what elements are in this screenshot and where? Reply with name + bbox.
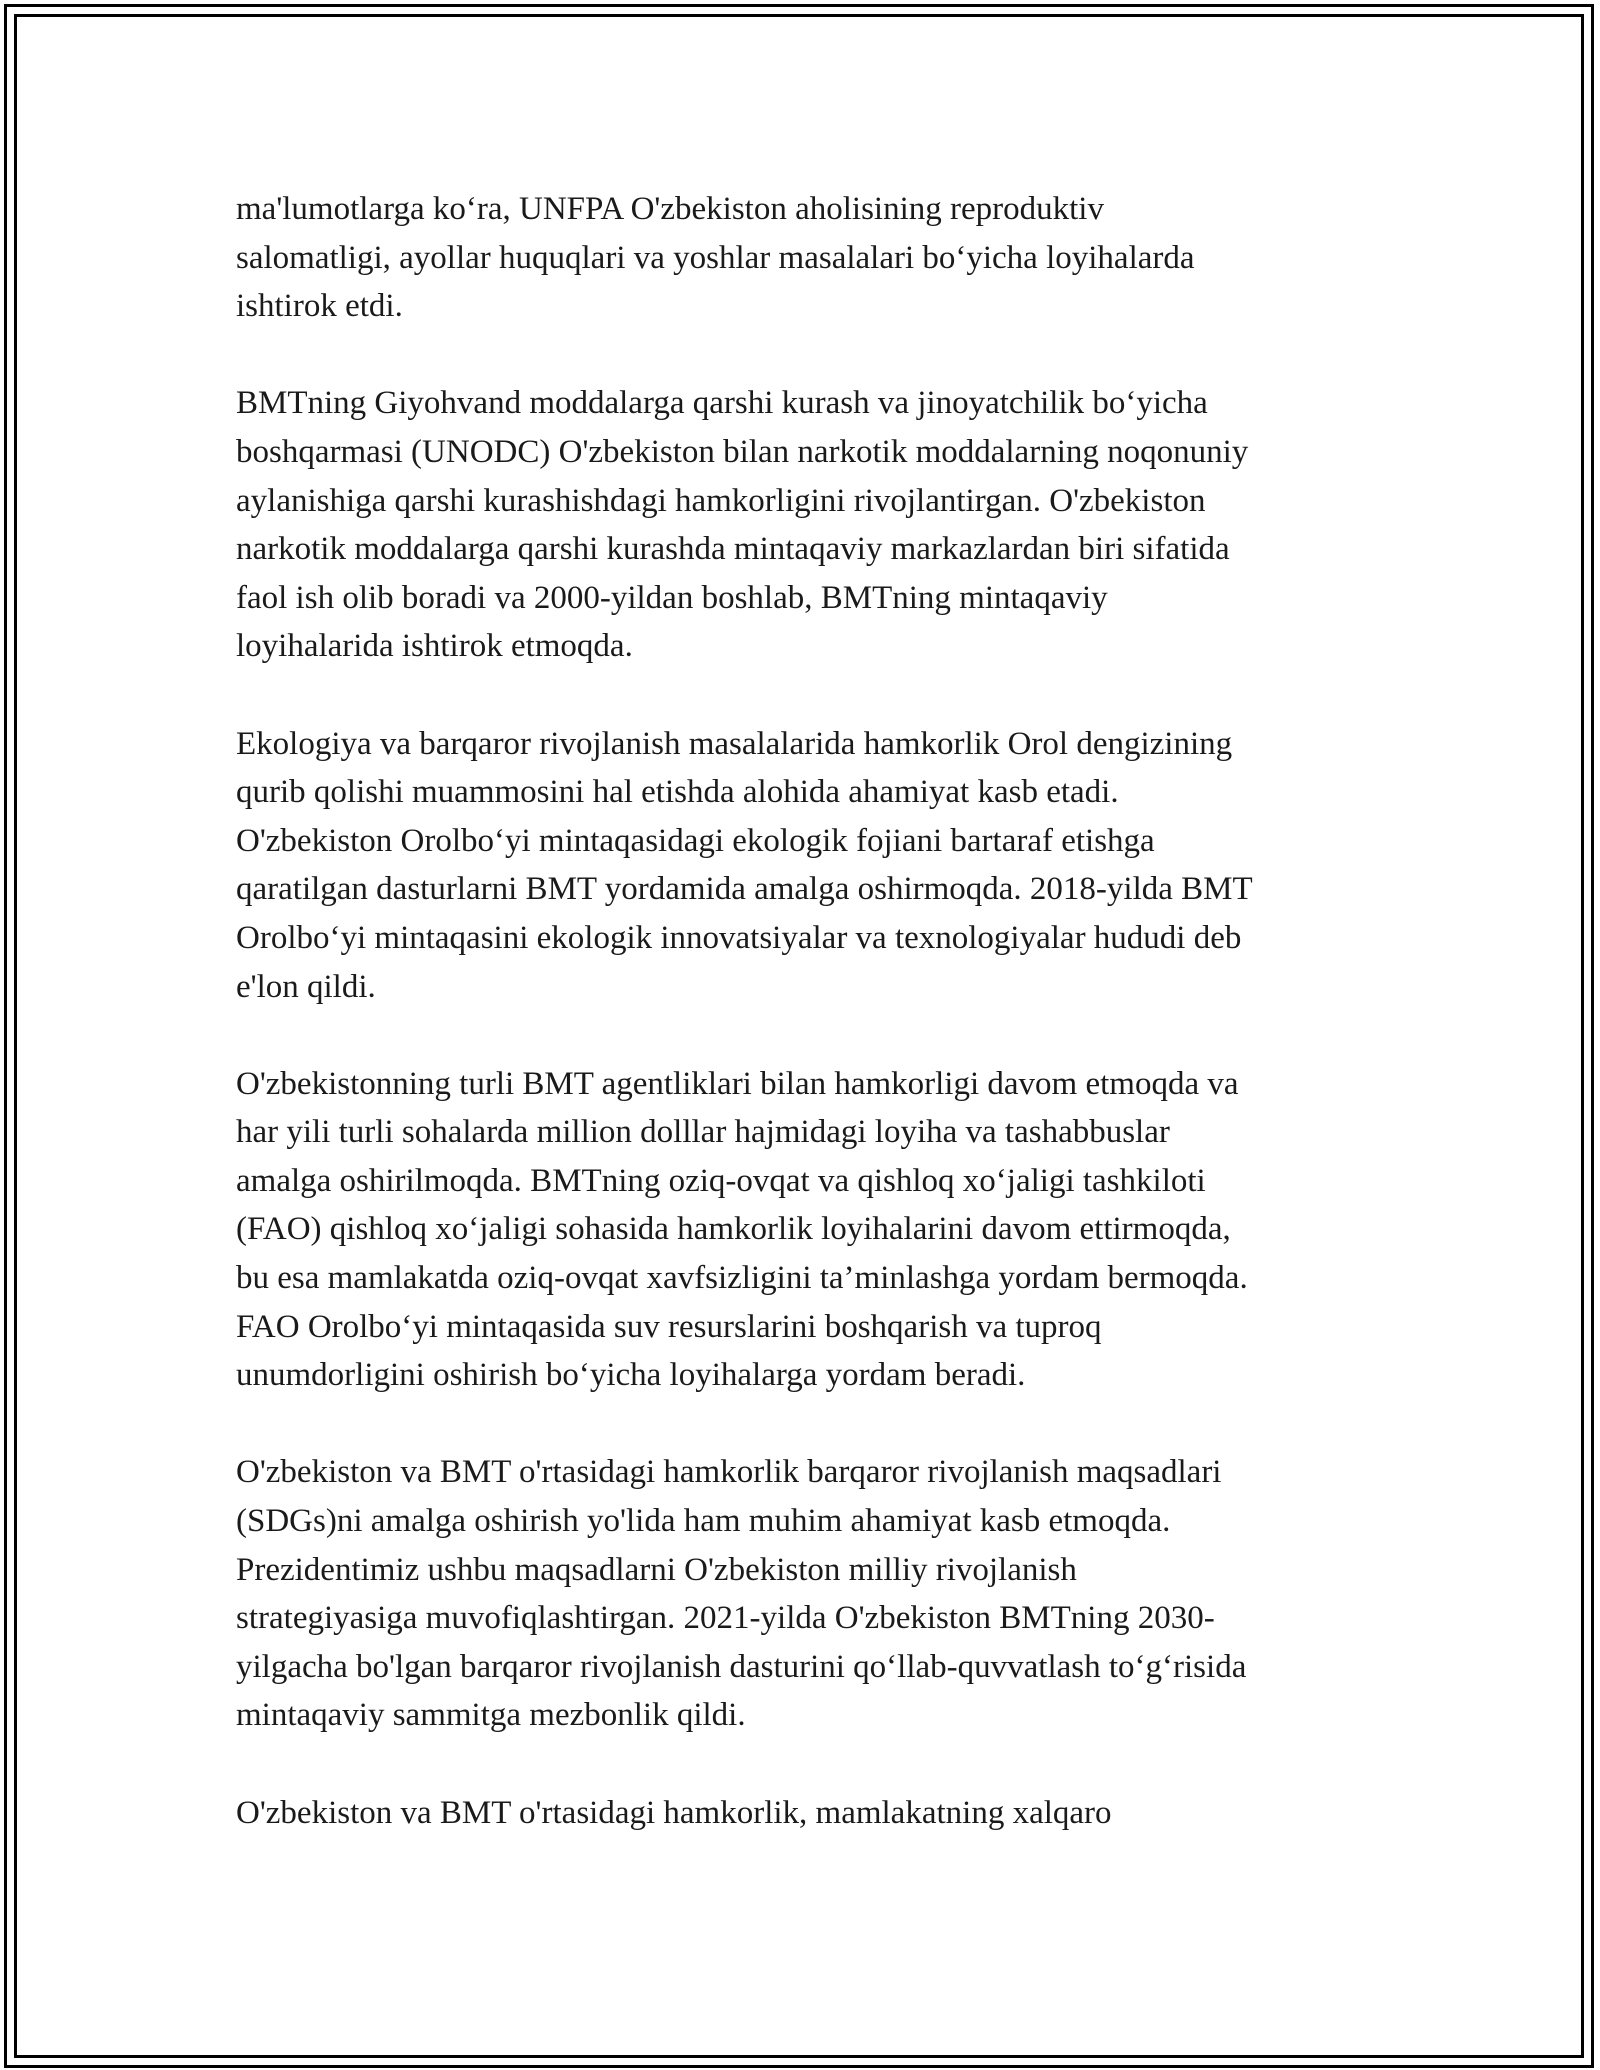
text-line: bu esa mamlakatda oziq-ovqat xavfsizligini ta’minlashga yordam bermoqda. [236, 1260, 1248, 1297]
paragraph-unfpa [236, 185, 1376, 331]
text-line: qaratilgan dasturlarni BMT yordamida amalga oshirmoqda. 2018-yilda BMT [236, 871, 1253, 908]
text-line: Prezidentimiz ushbu maqsadlarni O'zbekiston milliy rivojlanish [236, 1551, 1077, 1588]
paragraph-sdgs [236, 1448, 1376, 1740]
paragraph-unodc [236, 379, 1376, 671]
text-line: BMTning Giyohvand moddalarga qarshi kurash va jinoyatchilik bo‘yicha [236, 385, 1208, 422]
document-body [236, 185, 1376, 1886]
paragraph-agencies [236, 1060, 1376, 1400]
paragraph-ecology [236, 720, 1376, 1012]
text-line: narkotik moddalarga qarshi kurashda mintaqaviy markazlardan biri sifatida [236, 531, 1230, 568]
text-line: FAO Orolbo‘yi mintaqasida suv resurslarini boshqarish va tuproq [236, 1308, 1102, 1345]
text-line: boshqarmasi (UNODC) O'zbekiston bilan narkotik moddalarning noqonuniy [236, 433, 1249, 470]
text-line: qurib qolishi muammosini hal etishda alohida ahamiyat kasb etadi. [236, 774, 1119, 811]
text-line: loyihalarida ishtirok etmoqda. [236, 628, 633, 665]
text-line: (FAO) qishloq xo‘jaligi sohasida hamkorlik loyihalarini davom ettirmoqda, [236, 1211, 1231, 1248]
text-line: O'zbekiston va BMT o'rtasidagi hamkorlik, mamlakatning xalqaro [236, 1794, 1112, 1831]
text-line: O'zbekiston va BMT o'rtasidagi hamkorlik barqaror rivojlanish maqsadlari [236, 1454, 1222, 1491]
text-line: salomatligi, ayollar huquqlari va yoshlar masalalari bo‘yicha loyihalarda [236, 239, 1195, 276]
text-line: amalga oshirilmoqda. BMTning oziq-ovqat va qishloq xo‘jaligi tashkiloti [236, 1162, 1206, 1199]
text-line: Orolbo‘yi mintaqasini ekologik innovatsiyalar va texnologiyalar hududi deb [236, 919, 1242, 956]
text-line: faol ish olib boradi va 2000-yildan boshlab, BMTning mintaqaviy [236, 579, 1108, 616]
text-line: (SDGs)ni amalga oshirish yo'lida ham muhim ahamiyat kasb etmoqda. [236, 1503, 1171, 1540]
text-line: O'zbekiston Orolbo‘yi mintaqasidagi ekologik fojiani bartaraf etishga [236, 822, 1155, 859]
text-line: e'lon qildi. [236, 968, 376, 1005]
text-line: O'zbekistonning turli BMT agentliklari bilan hamkorligi davom etmoqda va [236, 1065, 1239, 1102]
text-line: aylanishiga qarshi kurashishdagi hamkorligini rivojlantirgan. O'zbekiston [236, 482, 1206, 519]
paragraph-conclusion [236, 1789, 1376, 1838]
text-line: strategiyasiga muvofiqlashtirgan. 2021-yilda O'zbekiston BMTning 2030- [236, 1600, 1215, 1637]
text-line: yilgacha bo'lgan barqaror rivojlanish dasturini qo‘llab-quvvatlash to‘g‘risida [236, 1648, 1247, 1685]
text-line: har yili turli sohalarda million dolllar hajmidagi loyiha va tashabbuslar [236, 1114, 1170, 1151]
text-line: unumdorligini oshirish bo‘yicha loyihalarga yordam beradi. [236, 1357, 1026, 1394]
text-line: ma'lumotlarga ko‘ra, UNFPA O'zbekiston aholisining reproduktiv [236, 191, 1104, 227]
text-line: ishtirok etdi. [236, 288, 403, 325]
text-line: mintaqaviy sammitga mezbonlik qildi. [236, 1697, 746, 1734]
text-line: Ekologiya va barqaror rivojlanish masalalarida hamkorlik Orol dengizining [236, 725, 1233, 762]
